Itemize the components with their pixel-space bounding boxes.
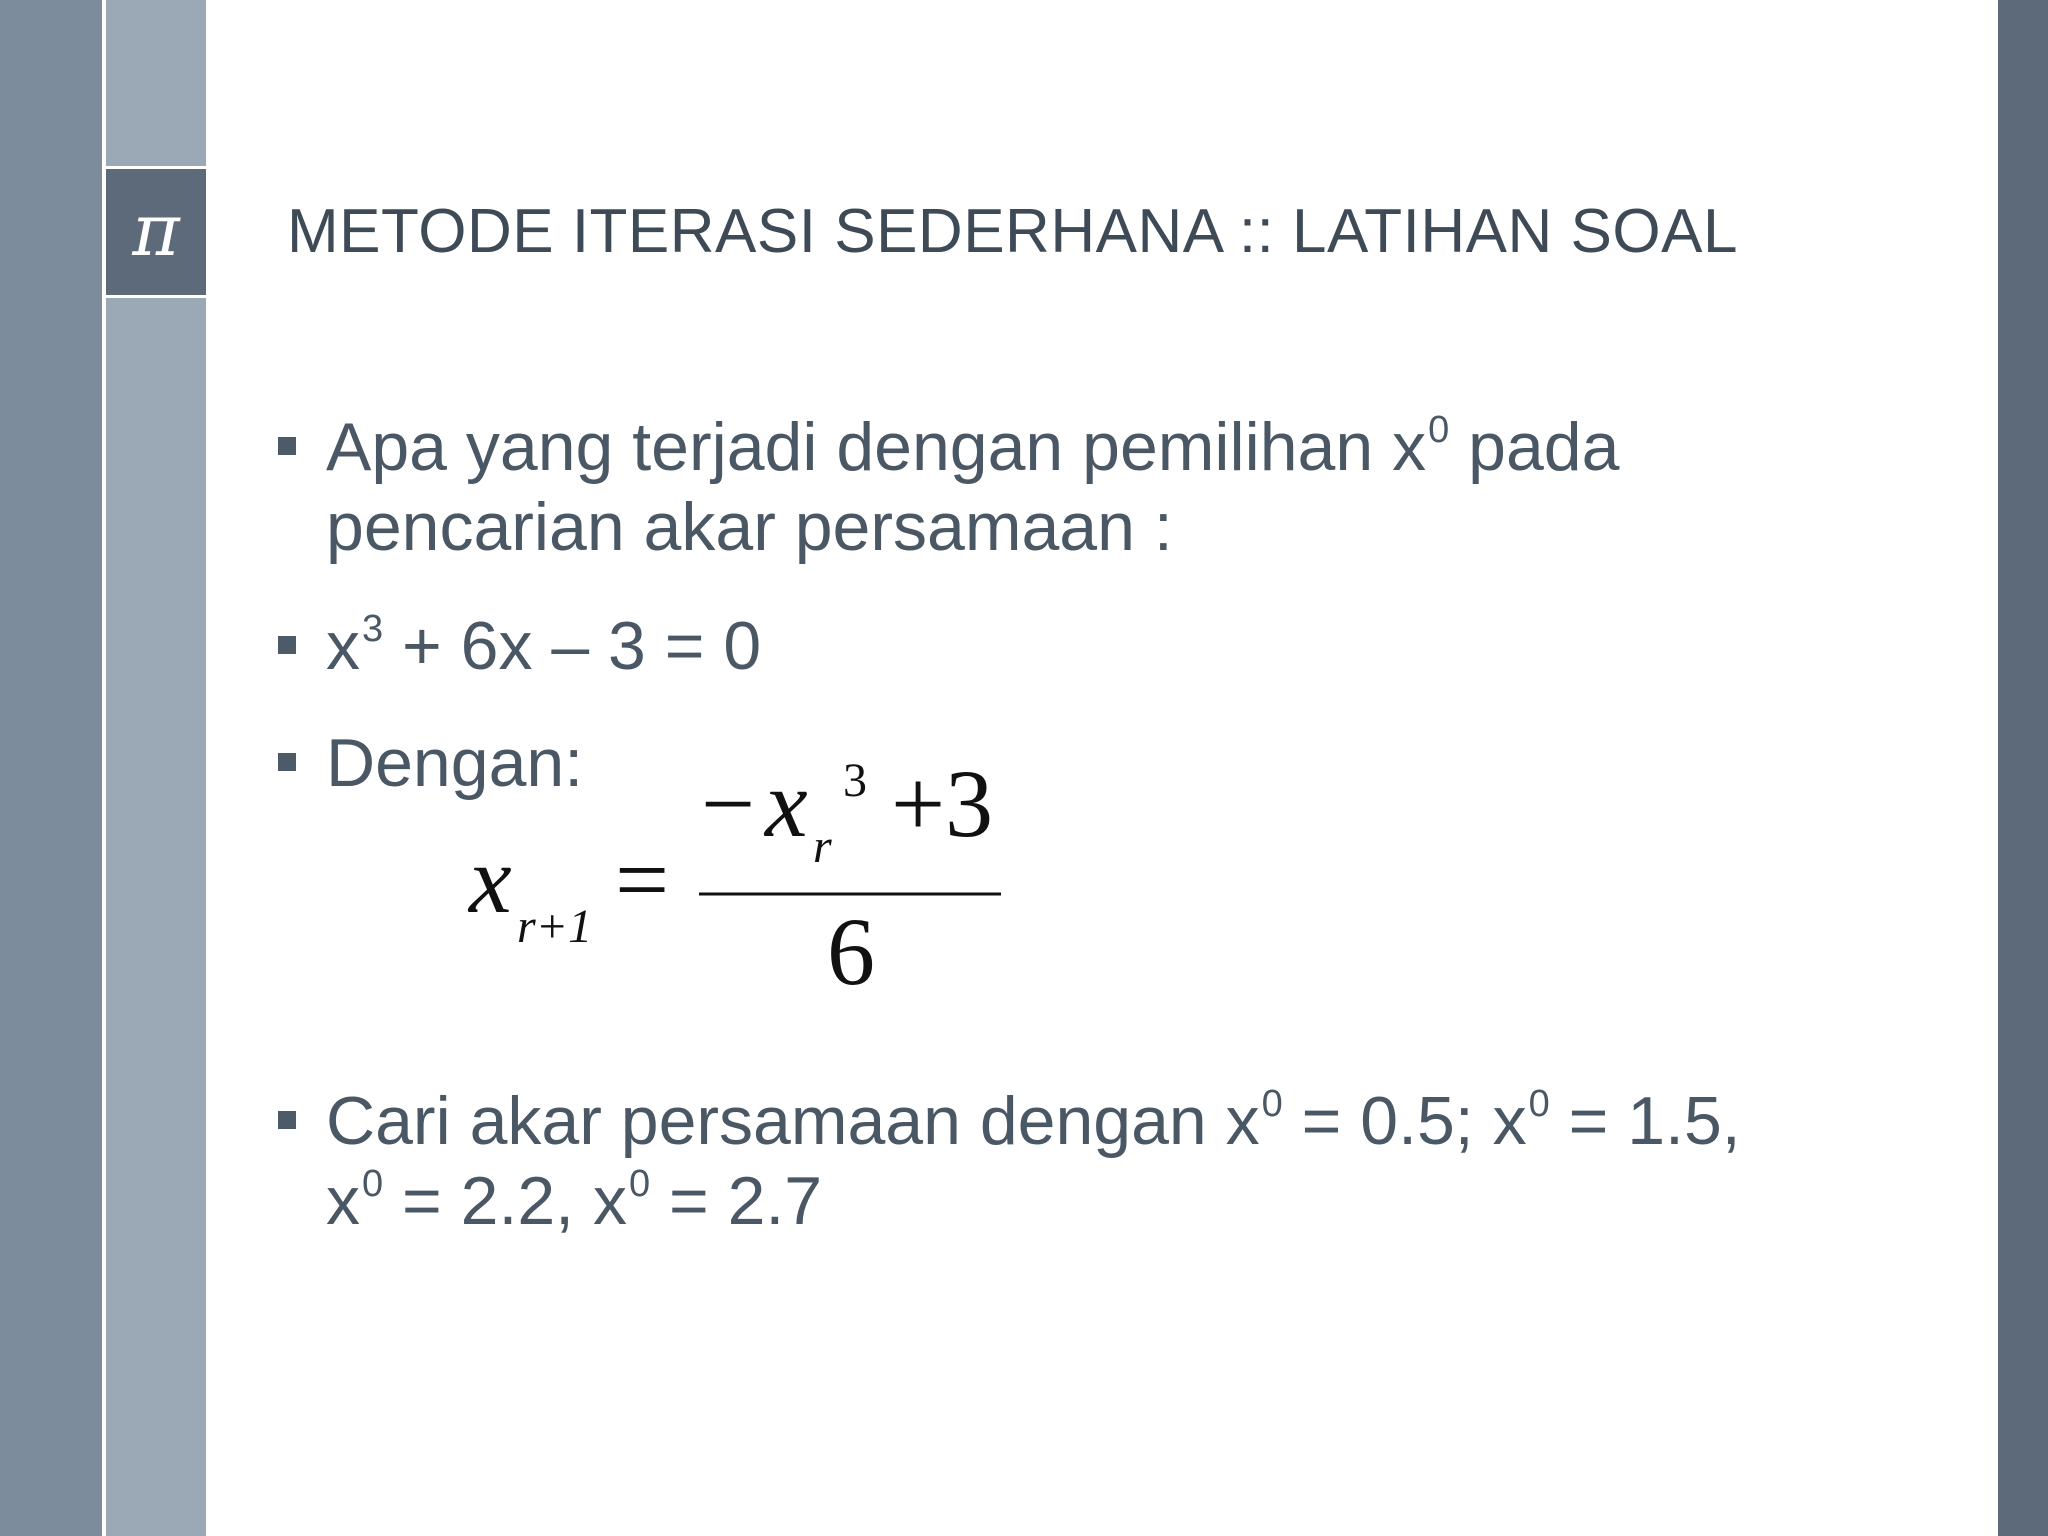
formula-lhs-sub: r+1 xyxy=(517,900,593,953)
formula-num-minus: − xyxy=(701,750,756,857)
bullet-marker xyxy=(278,636,296,654)
right-stripe xyxy=(1998,0,2048,1536)
formula-equals: = xyxy=(615,826,670,933)
bullet-4-line-2: $x^0 = 2.2$, $x^0 = 2.7$ xyxy=(326,1163,823,1239)
bullet-marker xyxy=(278,1111,296,1129)
bullet-4-line-1: Cari akar persamaan dengan $x^0 = 0.5$; $x^0 = 1.5$, xyxy=(326,1083,1741,1159)
formula-lhs-var: x xyxy=(469,826,512,933)
bullet-1-line-2: pencarian akar persamaan : xyxy=(326,489,1173,565)
formula-denominator: 6 xyxy=(827,898,875,1005)
formula-num-plus: +3 xyxy=(891,750,994,857)
bullet-marker xyxy=(278,437,296,455)
left-dark-stripe xyxy=(0,0,102,1536)
formula-num-sup: 3 xyxy=(843,754,867,807)
pi-icon: π xyxy=(132,188,180,272)
bullet-1-line-1: Apa yang terjadi dengan pemilihan $x^0$ pada xyxy=(326,409,1620,485)
iteration-formula xyxy=(465,750,1025,1010)
bullet-3-text: Dengan: xyxy=(326,725,584,801)
formula-num-var: x xyxy=(765,750,808,857)
bullet-marker xyxy=(278,753,296,771)
bullet-2-equation: $x^3 + 6x - 3 = 0$ xyxy=(326,608,762,684)
formula-svg xyxy=(465,750,1025,1010)
formula-num-sub: r xyxy=(813,820,832,873)
slide-title: METODE ITERASI SEDERHANA :: LATIHAN SOAL xyxy=(287,197,1738,266)
pi-logo-box xyxy=(106,166,206,298)
